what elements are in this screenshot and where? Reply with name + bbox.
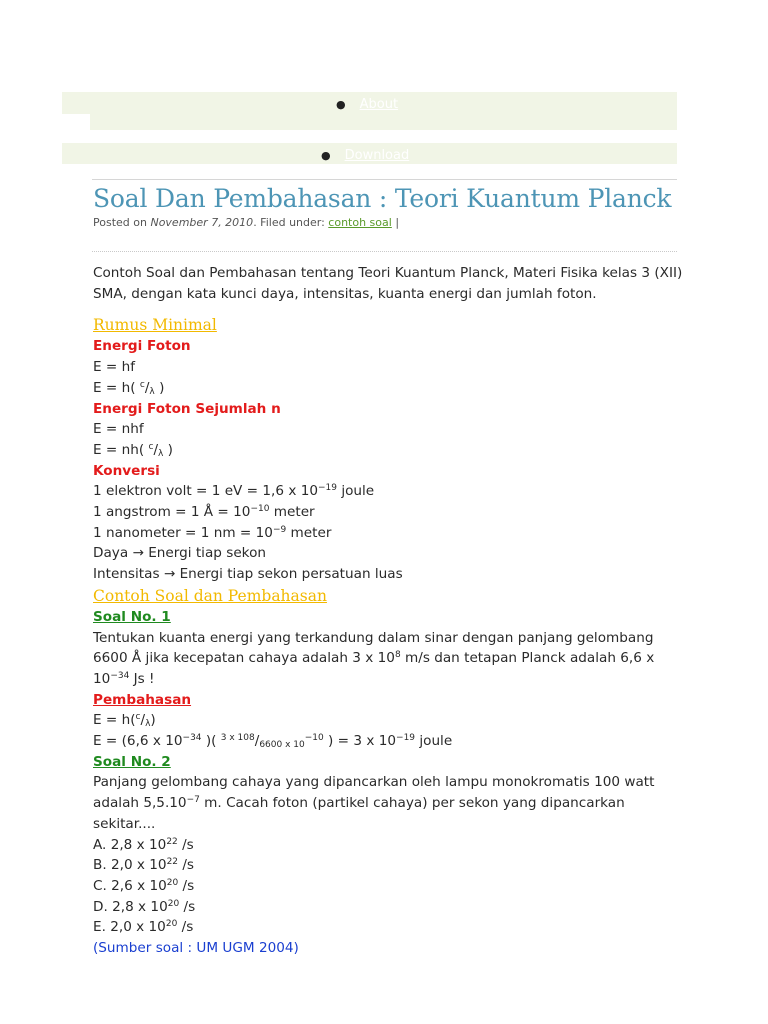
bullet-icon: ●: [336, 98, 346, 111]
heading-contoh-soal[interactable]: Contoh Soal dan Pembahasan: [93, 586, 327, 605]
pembahasan-line-2: E = (6,6 x $10^{-34}$ )( $^{3 x 108}/_{6600 x 10}^{-10}$ ) = 3 x $10^{-19}$ joule: [93, 733, 453, 751]
post-meta: [93, 216, 399, 229]
heading-rumus-minimal[interactable]: Rumus Minimal: [93, 316, 217, 335]
intro-paragraph: Contoh Soal dan Pembahasan tentang Teori Kuantum Planck, Materi Fisika kelas 3 (XII) SMA, dengan kata kunci daya, intensitas, kuanta energi dan jumlah foton.: [93, 265, 683, 302]
equation-e-nhc-lambda: E = nh( $^c/_\lambda$ ): [93, 441, 173, 459]
meta-posted-label: Posted on: [93, 216, 147, 229]
nav-bar-notch: [62, 114, 90, 132]
equation-e-nhf: E = nhf: [93, 421, 144, 438]
equation-e-hc-lambda: E = h( $^c/_\lambda$ ): [93, 379, 165, 397]
option-b: B. 2,0 x $10^{22}$ /s: [93, 857, 195, 874]
meta-filed-label: . Filed under:: [253, 216, 325, 229]
definition-daya: Daya → Energi tiap sekon: [93, 545, 267, 562]
post-content: [93, 263, 683, 959]
conversion-nanometer: 1 nanometer = 1 nm = $10^{-9}$ meter: [93, 524, 332, 541]
conversion-ev: 1 elektron volt = 1 eV = 1,6 x $10^{-19}$ joule: [93, 483, 375, 500]
pembahasan-line-1: $E = h(^c/_\lambda)$: [93, 712, 156, 730]
conversion-angstrom: 1 angstrom = 1 Å = $10^{-10}$ meter: [93, 504, 315, 521]
source-note: (Sumber soal : UM UGM 2004): [93, 940, 299, 957]
equation-e-hf: E = hf: [93, 359, 136, 376]
label-soal-1[interactable]: Soal No. 1: [93, 608, 171, 625]
option-a: A. 2,8 x $10^{22}$ /s: [93, 836, 194, 853]
label-soal-2[interactable]: Soal No. 2: [93, 753, 171, 770]
option-e: E. 2,0 x $10^{20}$ /s: [93, 919, 194, 936]
nav-item-about[interactable]: [336, 97, 398, 112]
option-d: D. 2,8 x $10^{20}$ /s: [93, 898, 196, 915]
bullet-icon: ●: [321, 149, 331, 162]
divider-top: [92, 179, 677, 180]
soal-2-text: Panjang gelombang cahaya yang dipancarkan oleh lampu monokromatis 100 watt adalah $5,5.10^{-7}$ m. Cacah foton (partikel cahaya) per sekon yang dipancarkan sekitar....: [93, 774, 655, 832]
option-c: C. 2,6 x $10^{20}$ /s: [93, 877, 195, 894]
label-pembahasan[interactable]: Pembahasan: [93, 691, 192, 708]
nav-link-download[interactable]: Download: [344, 148, 410, 163]
label-energi-foton: Energi Foton: [93, 338, 191, 355]
nav-item-download[interactable]: [321, 148, 409, 163]
meta-date: November 7, 2010: [150, 216, 254, 229]
definition-intensitas: Intensitas → Energi tiap sekon persatuan luas: [93, 566, 403, 583]
label-konversi: Konversi: [93, 462, 160, 479]
meta-separator: |: [395, 216, 400, 229]
post-title[interactable]: Soal Dan Pembahasan : Teori Kuantum Planck: [93, 184, 672, 213]
category-link[interactable]: contoh soal: [328, 216, 392, 229]
nav-link-about[interactable]: About: [359, 97, 399, 112]
label-energi-foton-sejumlah: Energi Foton Sejumlah n: [93, 400, 281, 417]
soal-1-text: Tentukan kuanta energi yang terkandung dalam sinar dengan panjang gelombang 6600 Å jika kecepatan cahaya adalah 3 x $10^8$ m/s dan tetapan Planck adalah 6,6 x $10^{-34}$ Js !: [93, 629, 655, 687]
divider-dotted: [92, 251, 677, 252]
